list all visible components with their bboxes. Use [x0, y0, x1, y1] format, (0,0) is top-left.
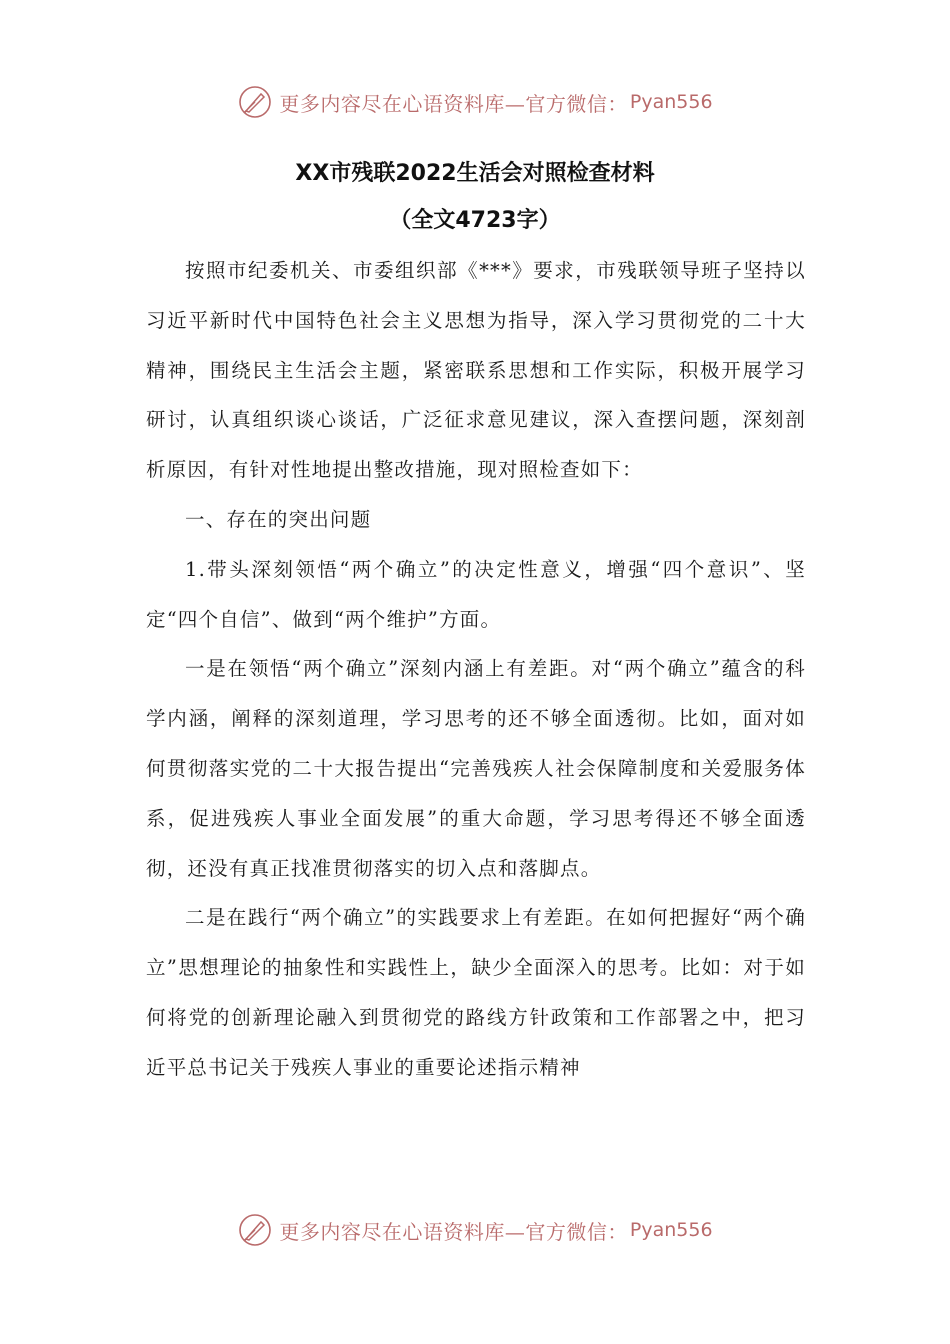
watermark-header — [0, 84, 950, 120]
watermark-wechat-id: Pyan556 — [629, 91, 713, 113]
paragraph-point-2: 二是在践行“两个确立”的实践要求上有差距。在如何把握好“两个确立”思想理论的抽象性和实践性上，缺少全面深入的思考。比如：对于如何将党的创新理论融入到贯彻党的路线方针政策和工作部署之中，把习近平总书记关于残疾人事业的重要论述指示精神 — [146, 906, 806, 1079]
section-heading: 一、存在的突出问题 — [185, 507, 372, 531]
paragraph-intro: 按照市纪委机关、市委组织部《***》要求，市残联领导班子坚持以习近平新时代中国特色社会主义思想为指导，深入学习贯彻党的二十大精神，围绕民主生活会主题，紧密联系思想和工作实际，积极开展学习研讨，认真组织谈心谈话，广泛征求意见建议，深入查摆问题，深刻剖析原因，有针对性地提出整改措施，现对照检查如下： — [146, 259, 806, 482]
feather-pen-icon — [237, 1212, 273, 1248]
watermark-wechat-id: Pyan556 — [629, 1219, 713, 1241]
watermark-text: 更多内容尽在心语资料库—官方微信： — [279, 91, 628, 116]
document-title: XX市残联2022生活会对照检查材料 — [295, 161, 655, 186]
feather-pen-icon — [237, 84, 273, 120]
paragraph-point-1: 一是在领悟“两个确立”深刻内涵上有差距。对“两个确立”蕴含的科学内涵，阐释的深刻道理，学习思考的还不够全面透彻。比如，面对如何贯彻落实党的二十大报告提出“完善残疾人社会保障制度和关爱服务体系，促进残疾人事业全面发展”的重大命题，学习思考得还不够全面透彻，还没有真正找准贯彻落实的切入点和落脚点。 — [146, 657, 806, 880]
document-subtitle: （全文4723字） — [389, 208, 561, 233]
paragraph-item-1: 1.带头深刻领悟“两个确立”的决定性意义，增强“四个意识”、坚定“四个自信”、做到“两个维护”方面。 — [146, 557, 806, 631]
watermark-footer — [0, 1212, 950, 1248]
watermark-text: 更多内容尽在心语资料库—官方微信： — [279, 1219, 628, 1244]
document-body — [146, 246, 806, 1093]
